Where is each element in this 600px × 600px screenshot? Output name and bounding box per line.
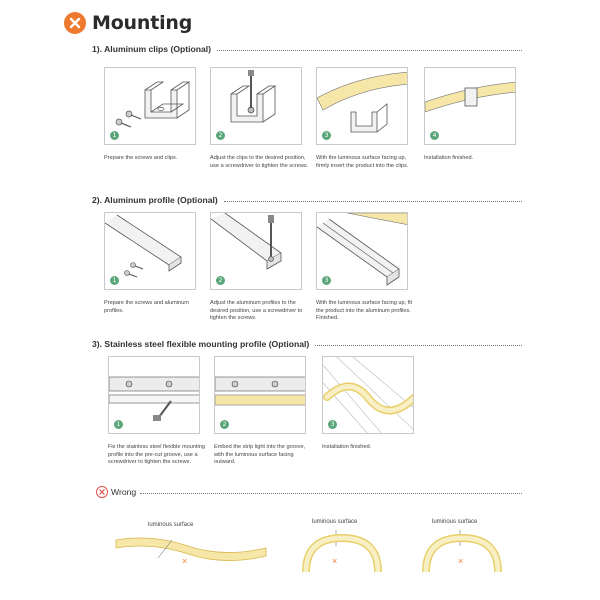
- step-image-flex-profile-embed: [214, 356, 306, 434]
- step-image-profile-screw: [210, 212, 302, 290]
- luminous-surface-label: luminous surface: [312, 519, 358, 525]
- wrong-header: [96, 486, 136, 498]
- section-1-title: 1). Aluminum clips (Optional): [92, 44, 212, 54]
- step-number-badge: 1: [110, 276, 119, 285]
- step-image-clip-screw: [210, 67, 302, 145]
- step-number-badge: 2: [216, 276, 225, 285]
- step-number-badge: 2: [216, 131, 225, 140]
- step-number-badge: 4: [430, 131, 439, 140]
- step-caption: With the luminous surface facing up, firmly insert the product into the clips.: [316, 155, 409, 169]
- section-3-title: 3). Stainless steel flexible mounting profile (Optional): [92, 339, 310, 349]
- dotted-divider: [315, 345, 522, 346]
- step-number-badge: 3: [322, 276, 331, 285]
- section-1-header: [92, 44, 522, 54]
- step-caption: Prepare the screws and aluminum profiles.: [104, 300, 189, 314]
- wrong-mark: ×: [458, 556, 464, 566]
- step-image-profile-prepare: [104, 212, 196, 290]
- wrong-arch-strip: [300, 524, 384, 576]
- step-caption: Adjust the clips to the desired position, use a screwdriver to tighten the screws.: [210, 155, 309, 169]
- step-number-badge: 2: [220, 420, 229, 429]
- wrong-twisted-strip: [112, 530, 272, 570]
- wrong-label: Wrong: [111, 487, 137, 497]
- step-image-flex-profile-finished: [322, 356, 414, 434]
- section-3-header: [92, 339, 522, 349]
- step-caption: Embed the strip light into the groove, with the luminous surface facing outward.: [214, 444, 306, 466]
- dotted-divider: [217, 50, 522, 51]
- step-caption: Installation finished.: [322, 444, 372, 450]
- dotted-divider: [140, 493, 522, 494]
- step-image-clip-insert: [316, 67, 408, 145]
- section-2-header: [92, 195, 522, 205]
- step-image-flex-profile-fix: [108, 356, 200, 434]
- wrong-arch-strip: [420, 524, 504, 576]
- page-header: [64, 10, 192, 36]
- x-circle-icon: [96, 486, 108, 498]
- step-number-badge: 1: [110, 131, 119, 140]
- step-image-profile-insert: [316, 212, 408, 290]
- section-2-title: 2). Aluminum profile (Optional): [92, 195, 218, 205]
- wrong-mark: ×: [332, 556, 338, 566]
- wrong-mark: ×: [182, 556, 188, 566]
- step-caption: Prepare the screws and clips.: [104, 155, 178, 161]
- dotted-divider: [224, 201, 522, 202]
- step-caption: Adjust the aluminum profiles to the desired position, use a screwdriver to tighten the screws.: [210, 300, 303, 322]
- step-image-clip-prepare: [104, 67, 196, 145]
- step-caption: Fix the stainless steel flexible mounting profile into the pre-cut groove, use a screwdriver to tighten the screws.: [108, 444, 206, 466]
- luminous-surface-label: luminous surface: [148, 522, 194, 528]
- step-caption: Installation finished.: [424, 155, 474, 161]
- step-caption: With the luminous surface facing up, fit the product into the aluminum profiles. Finished.: [316, 300, 413, 322]
- luminous-surface-label: luminous surface: [432, 519, 478, 525]
- step-image-clip-finished: [424, 67, 516, 145]
- step-number-badge: 3: [328, 420, 337, 429]
- wrench-cross-icon: [64, 12, 86, 34]
- step-number-badge: 3: [322, 131, 331, 140]
- page-title: Mounting: [92, 12, 193, 34]
- step-number-badge: 1: [114, 420, 123, 429]
